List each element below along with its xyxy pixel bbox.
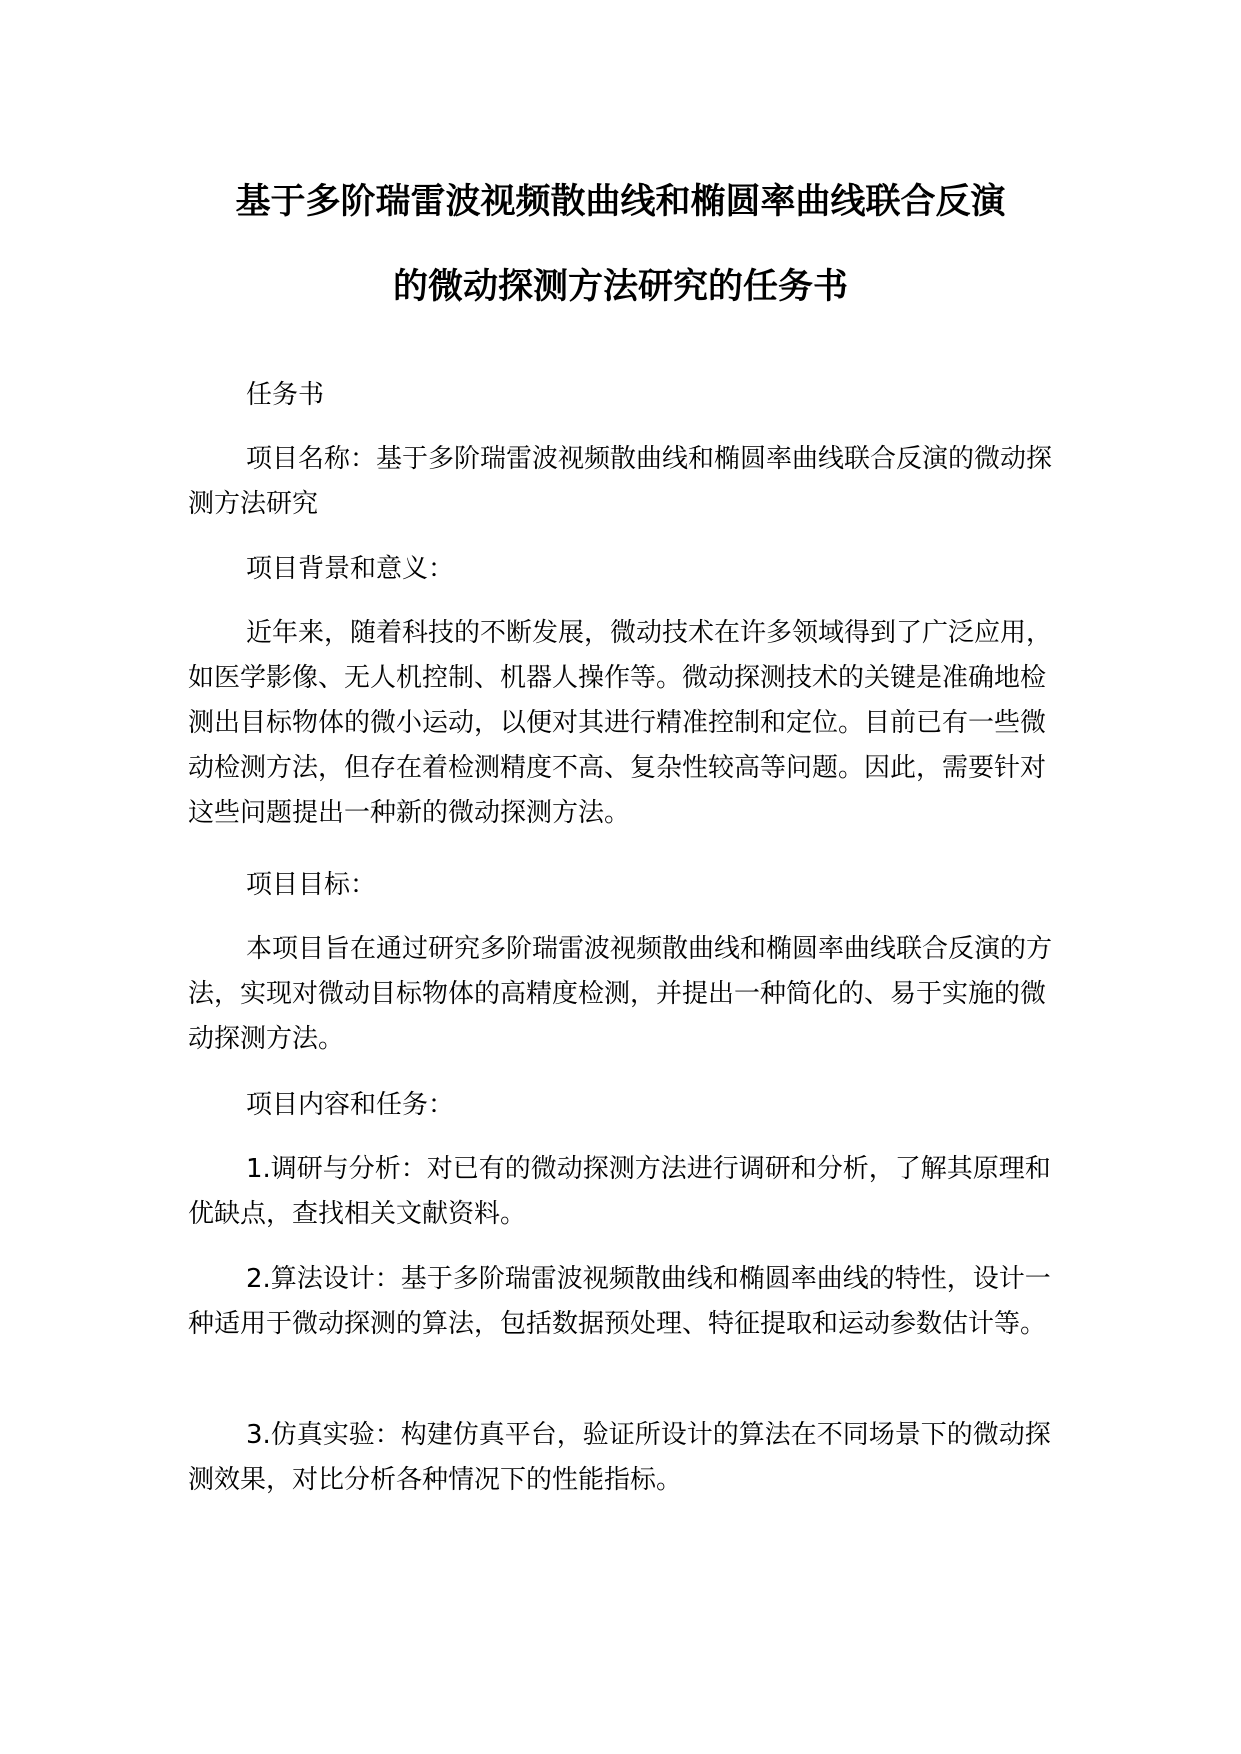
project-name-paragraph: 项目名称：基于多阶瑞雷波视频散曲线和椭圆率曲线联合反演的微动探测方法研究	[188, 444, 1053, 519]
heading-background: 项目背景和意义：	[246, 554, 455, 584]
background-paragraph: 近年来，随着科技的不断发展，微动技术在许多领域得到了广泛应用，如医学影像、无人机控制、机器人操作等。微动探测技术的关键是准确地检测出目标物体的微小运动，以便对其进行精准控制和定位。目前已有一些微动检测方法，但存在着检测精度不高、复杂性较高等问题。因此，需要针对这些问题提出一种新的微动探测方法。	[188, 618, 1053, 828]
heading-content-tasks: 项目内容和任务：	[246, 1090, 455, 1120]
heading-goals: 项目目标：	[246, 870, 377, 900]
task-item-2: 2.算法设计：基于多阶瑞雷波视频散曲线和椭圆率曲线的特性，设计一种适用于微动探测的算法，包括数据预处理、特征提取和运动参数估计等。	[188, 1264, 1051, 1339]
task-item-3: 3.仿真实验：构建仿真平台，验证所设计的算法在不同场景下的微动探测效果，对比分析各种情况下的性能指标。	[188, 1420, 1051, 1495]
task-item-1: 1.调研与分析：对已有的微动探测方法进行调研和分析，了解其原理和优缺点，查找相关文献资料。	[188, 1154, 1051, 1229]
goals-paragraph: 本项目旨在通过研究多阶瑞雷波视频散曲线和椭圆率曲线联合反演的方法，实现对微动目标物体的高精度检测，并提出一种简化的、易于实施的微动探测方法。	[188, 934, 1053, 1054]
section-label-task-book: 任务书	[246, 380, 325, 410]
document-title-line-2: 的微动探测方法研究的任务书	[392, 267, 848, 307]
document-title-line-1: 基于多阶瑞雷波视频散曲线和椭圆率曲线联合反演	[235, 182, 1006, 222]
